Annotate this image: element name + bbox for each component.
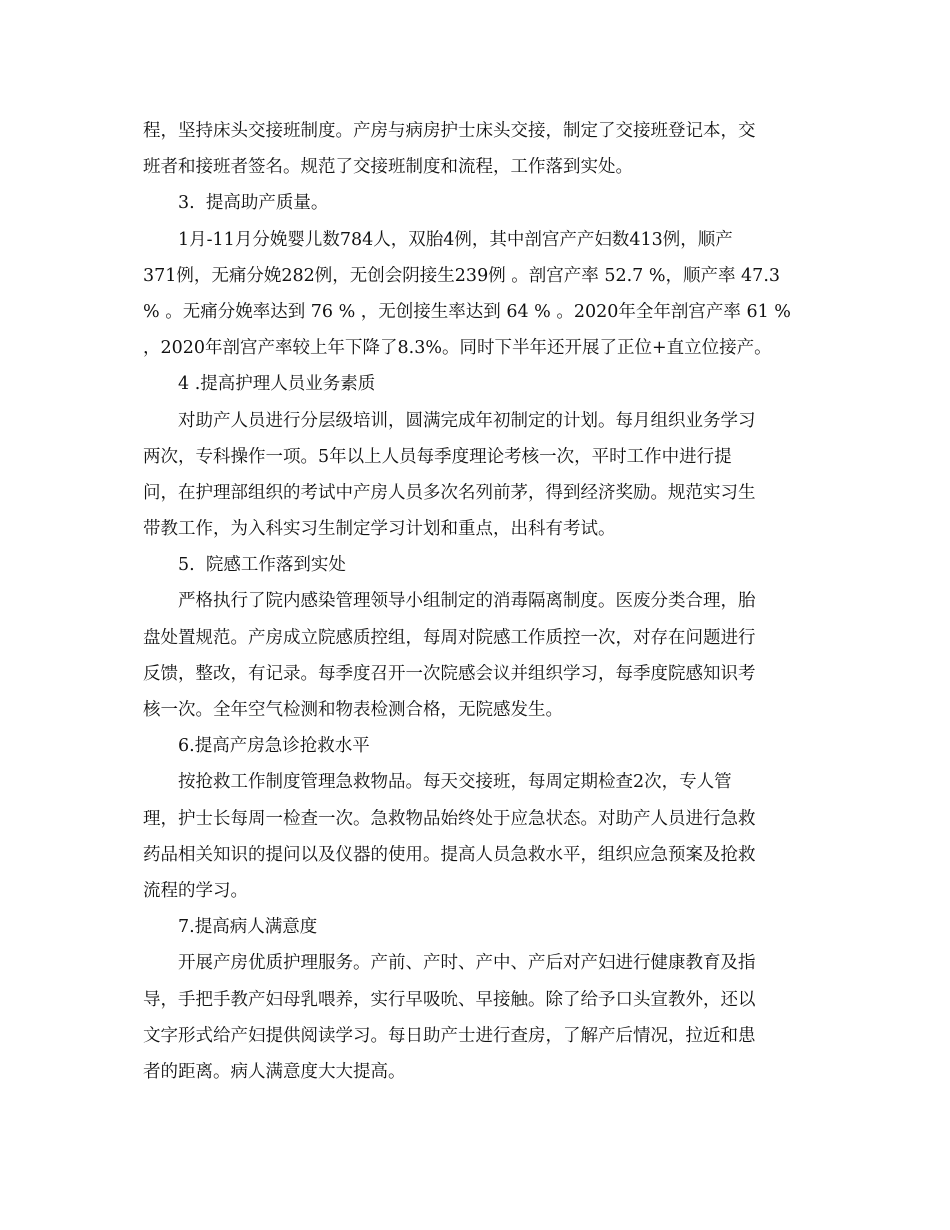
text-line: 按抢救工作制度管理急救物品。每天交接班，每周定期检查2次，专人管 [178,772,732,793]
text-line: 6.提高产房急诊抢救水平 [178,736,370,757]
text-line: 者的距离。病人满意度大大提高。 [143,1061,406,1082]
text-line: ，2020年剖宫产率较上年下降了8.3%。同时下半年还开展了正位+直立位接产。 [143,338,772,359]
text-line: 导，手把手教产妇母乳喂养，实行早吸吮、早接触。除了给予口头宣教外，还以 [143,989,756,1010]
text-line: 4 .提高护理人员业务素质 [178,374,376,395]
text-line: 流程的学习。 [143,880,248,901]
text-line: 7.提高病人满意度 [178,917,318,938]
text-line: 开展产房优质护理服务。产前、产时、产中、产后对产妇进行健康教育及指 [178,953,756,974]
text-line: 核一次。全年空气检测和物表检测合格，无院感发生。 [143,700,563,720]
text-line: % 。无痛分娩率达到 76 % ，无创接生率达到 64 % 。2020年全年剖宫产率 61 % [143,301,791,322]
text-line: 两次，专科操作一项。5年以上人员每季度理论考核一次，平时工作中进行提 [143,446,732,467]
text-line: 问，在护理部组织的考试中产房人员多次名列前茅，得到经济奖励。规范实习生 [143,482,756,503]
text-line: 1月-11月分娩婴儿数784人，双胎4例，其中剖宫产产妇数413例，顺产 [178,229,733,250]
text-line: 5. 院感工作落到实处 [178,555,346,576]
text-line: 文字形式给产妇提供阅读学习。每日助产士进行查房，了解产后情况，拉近和患 [143,1025,756,1046]
text-line: 反馈，整改，有记录。每季度召开一次院感会议并组织学习，每季度院感知识考 [143,663,756,684]
text-line: 带教工作，为入科实习生制定学习计划和重点，出科有考试。 [143,519,616,540]
text-line: 对助产人员进行分层级培训，圆满完成年初制定的计划。每月组织业务学习 [178,410,756,431]
text-line: 班者和接班者签名。规范了交接班制度和流程，工作落到实处。 [143,157,633,178]
text-line: 371例，无痛分娩282例，无创会阴接生239例 。剖宫产率 52.7 %，顺产率 47.3 [143,265,781,286]
text-line: 程，坚持床头交接班制度。产房与病房护士床头交接，制定了交接班登记本，交 [143,121,756,141]
text-line: 药品相关知识的提问以及仪器的使用。提高人员急救水平，组织应急预案及抢救 [143,844,756,865]
text-line: 3. 提高助产质量。 [178,193,329,214]
text-line: 理，护士长每周一检查一次。急救物品始终处于应急状态。对助产人员进行急救 [143,808,756,829]
text-line: 严格执行了院内感染管理领导小组制定的消毒隔离制度。医废分类合理，胎 [178,591,756,612]
document-body [143,113,808,1090]
text-line: 盘处置规范。产房成立院感质控组，每周对院感工作质控一次，对存在问题进行 [143,627,756,648]
